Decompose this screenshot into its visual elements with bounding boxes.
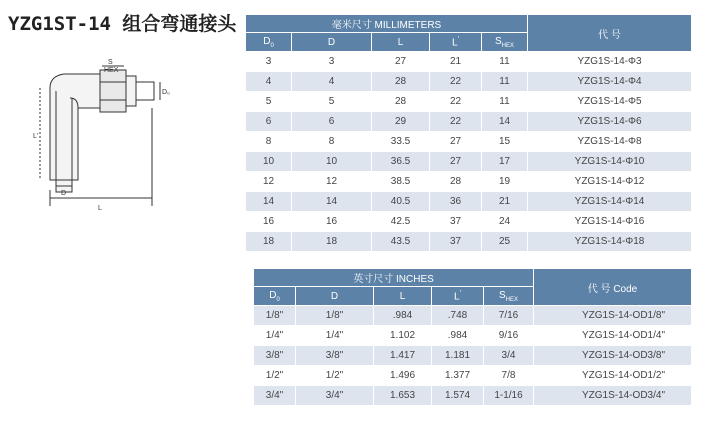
table-cell: 24 — [482, 212, 528, 232]
table-cell: 14 — [246, 192, 292, 212]
table-cell: 10 — [292, 152, 372, 172]
table-cell: 5 — [292, 92, 372, 112]
part-code-cell: YZG1S-14-OD3/4" — [534, 386, 692, 406]
table-cell: 1/4" — [296, 326, 374, 346]
table-cell: 27 — [430, 152, 482, 172]
table-cell: 12 — [246, 172, 292, 192]
table-row — [254, 346, 692, 366]
part-code-cell: YZG1S-14-Φ6 — [528, 112, 692, 132]
table-cell: 42.5 — [372, 212, 430, 232]
part-code-cell: YZG1S-14-Φ12 — [528, 172, 692, 192]
page-title: YZG1ST-14 组合弯通接头 — [8, 13, 237, 35]
table-row — [246, 92, 692, 112]
table-cell: 21 — [482, 192, 528, 212]
table-cell: 27 — [372, 52, 430, 72]
table-cell: 1/8" — [296, 306, 374, 326]
table-cell: 1.102 — [374, 326, 432, 346]
table-cell: 15 — [482, 132, 528, 152]
table-row — [246, 52, 692, 72]
table-cell: 3/4 — [484, 346, 534, 366]
table-cell: 14 — [482, 112, 528, 132]
metric-code-header: 代 号 — [528, 15, 692, 52]
col-header-l: L — [374, 287, 432, 306]
table-row — [254, 366, 692, 386]
table-cell: 14 — [292, 192, 372, 212]
diagram-label-hex: HEX — [104, 67, 119, 74]
diagram-label-d: D — [61, 190, 67, 197]
table-cell: 16 — [246, 212, 292, 232]
part-code-cell: YZG1S-14-Φ3 — [528, 52, 692, 72]
table-cell: 18 — [292, 232, 372, 252]
table-cell: 1.496 — [374, 366, 432, 386]
col-header-l: L — [372, 33, 430, 52]
diagram-label-l1: L' — [33, 133, 39, 140]
table-cell: 1.181 — [432, 346, 484, 366]
table-cell: 1.653 — [374, 386, 432, 406]
table-cell: 43.5 — [372, 232, 430, 252]
table-cell: 1/4" — [254, 326, 296, 346]
table-cell: 22 — [430, 92, 482, 112]
col-header-d: D — [292, 33, 372, 52]
diagram-label-l: L — [98, 205, 102, 212]
part-code-cell: YZG1S-14-OD3/8" — [534, 346, 692, 366]
table-cell: 36 — [430, 192, 482, 212]
table-cell: 3/4" — [254, 386, 296, 406]
table-cell: 7/16 — [484, 306, 534, 326]
part-code-cell: YZG1S-14-OD1/2" — [534, 366, 692, 386]
table-cell: 1.417 — [374, 346, 432, 366]
table-cell: 28 — [372, 92, 430, 112]
table-cell: 3 — [246, 52, 292, 72]
table-cell: .984 — [432, 326, 484, 346]
table-row — [246, 232, 692, 252]
table-cell: 37 — [430, 232, 482, 252]
part-code-cell: YZG1S-14-Φ10 — [528, 152, 692, 172]
table-cell: 1-1/16 — [484, 386, 534, 406]
table-cell: 16 — [292, 212, 372, 232]
table-cell: 33.5 — [372, 132, 430, 152]
table-cell: 27 — [430, 132, 482, 152]
table-cell: 3/4" — [296, 386, 374, 406]
table-cell: 1/8" — [254, 306, 296, 326]
table-cell: 3/8" — [254, 346, 296, 366]
table-cell: 6 — [292, 112, 372, 132]
col-header-d: D — [296, 287, 374, 306]
part-code-cell: YZG1S-14-Φ14 — [528, 192, 692, 212]
elbow-fitting-diagram — [30, 58, 210, 218]
table-cell: 40.5 — [372, 192, 430, 212]
table-cell: 4 — [246, 72, 292, 92]
table-row — [246, 212, 692, 232]
inch-spec-table — [253, 268, 692, 406]
part-code-cell: YZG1S-14-OD1/8" — [534, 306, 692, 326]
table-cell: 22 — [430, 112, 482, 132]
table-cell: 4 — [292, 72, 372, 92]
table-cell: 18 — [246, 232, 292, 252]
table-cell: 17 — [482, 152, 528, 172]
table-cell: 1.574 — [432, 386, 484, 406]
part-code-cell: YZG1S-14-Φ5 — [528, 92, 692, 112]
table-cell: 21 — [430, 52, 482, 72]
table-cell: 5 — [246, 92, 292, 112]
table-cell: 11 — [482, 92, 528, 112]
part-code-cell: YZG1S-14-Φ18 — [528, 232, 692, 252]
table-row — [246, 172, 692, 192]
table-cell: 29 — [372, 112, 430, 132]
inch-group-header: 英寸尺寸 INCHES — [254, 269, 534, 287]
part-code-cell: YZG1S-14-Φ16 — [528, 212, 692, 232]
part-code-cell: YZG1S-14-Φ8 — [528, 132, 692, 152]
table-cell: 6 — [246, 112, 292, 132]
table-cell: 22 — [430, 72, 482, 92]
table-cell: 10 — [246, 152, 292, 172]
table-cell: 28 — [372, 72, 430, 92]
part-code-cell: YZG1S-14-OD1/4" — [534, 326, 692, 346]
table-row — [254, 306, 692, 326]
table-row — [246, 112, 692, 132]
table-row — [254, 386, 692, 406]
table-cell: 3 — [292, 52, 372, 72]
table-row — [246, 72, 692, 92]
table-cell: 8 — [246, 132, 292, 152]
table-cell: 28 — [430, 172, 482, 192]
table-cell: 1/2" — [296, 366, 374, 386]
diagram-label-d0: D₀ — [162, 89, 170, 96]
table-row — [246, 192, 692, 212]
table-cell: 19 — [482, 172, 528, 192]
table-cell: 36.5 — [372, 152, 430, 172]
table-cell: 1/2" — [254, 366, 296, 386]
table-cell: 1.377 — [432, 366, 484, 386]
metric-spec-table — [245, 14, 692, 252]
diagram-label-s: S — [108, 59, 113, 66]
table-cell: 11 — [482, 52, 528, 72]
table-cell: .748 — [432, 306, 484, 326]
col-header-l1: L' — [432, 287, 484, 306]
table-row — [254, 326, 692, 346]
part-code-cell: YZG1S-14-Φ4 — [528, 72, 692, 92]
table-row — [246, 132, 692, 152]
table-cell: 25 — [482, 232, 528, 252]
table-cell: 37 — [430, 212, 482, 232]
table-cell: 38.5 — [372, 172, 430, 192]
metric-group-header: 毫米尺寸 MILLIMETERS — [246, 15, 528, 33]
table-cell: 3/8" — [296, 346, 374, 366]
table-cell: .984 — [374, 306, 432, 326]
table-cell: 7/8 — [484, 366, 534, 386]
col-header-s: $S_{HEX}$ — [484, 287, 534, 306]
table-cell: 12 — [292, 172, 372, 192]
col-header-d0: $D_0$ — [246, 33, 292, 52]
col-header-s: $S_{HEX}$ — [482, 33, 528, 52]
col-header-d0: $D_0$ — [254, 287, 296, 306]
table-row — [246, 152, 692, 172]
col-header-l1: L' — [430, 33, 482, 52]
table-cell: 11 — [482, 72, 528, 92]
table-cell: 8 — [292, 132, 372, 152]
inch-code-header: 代 号 Code — [534, 269, 692, 306]
table-cell: 9/16 — [484, 326, 534, 346]
